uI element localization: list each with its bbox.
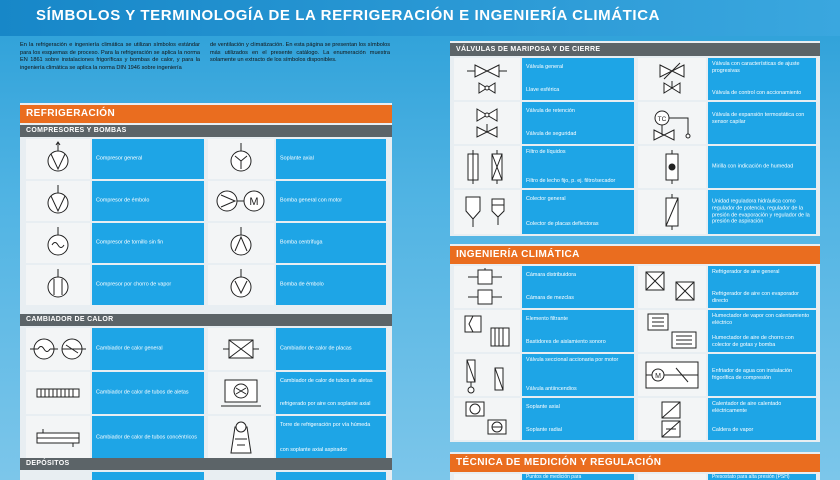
humectador-symbol (638, 310, 706, 352)
cambiador-concentricos-symbol (26, 416, 90, 460)
tc-text: TC (657, 116, 667, 123)
soplante-climatica-symbol (454, 398, 520, 440)
climatica-header: INGENIERÍA CLIMÁTICA (450, 246, 820, 264)
enfriador-motor-text: M (655, 373, 661, 380)
cambiador-aletas-label: Cambiador de calor de tubos de aletas (92, 372, 204, 414)
depositos-row-stub-right (276, 472, 386, 480)
valvula-expansion-symbol (638, 102, 706, 144)
mirilla-symbol (638, 146, 706, 188)
unidad-hidraulica-symbol (638, 190, 706, 234)
mirilla-label: Mirilla con indicación de humedad (708, 146, 816, 188)
valvula-progresiva-label: Válvula con características de ajuste progresivas Válvula de control con accionamiento (708, 58, 816, 100)
filtro-liquidos-label: Filtro de líquidos Filtro de lecho fijo, p. ej. filtro/secador (522, 146, 634, 188)
filtro-liquidos-symbol (454, 146, 520, 188)
bomba-embolo-label: Bomba de émbolo (276, 265, 386, 305)
refrigerador-aire-label: Refrigerador de aire general Refrigerador de aire con evaporador directo (708, 266, 816, 308)
elemento-filtrante-label: Elemento filtrante Bastidores de aislamiento sonoro (522, 310, 634, 352)
soplante-axial-label: Soplante axial (276, 139, 386, 179)
cambiador-aletas-symbol (26, 372, 90, 414)
compresor-general-symbol (26, 139, 90, 179)
elemento-filtrante-symbol (454, 310, 520, 352)
depositos-row-stub (92, 472, 204, 480)
valvula-expansion-label: Válvula de expansión termostática con sensor capilar (708, 102, 816, 144)
cambiador-general-label: Cambiador de calor general (92, 328, 204, 370)
valvula-retencion-symbol (454, 102, 520, 144)
soplante-axial-symbol (208, 139, 274, 179)
humectador-label: Humectador de vapor con calentamiento eléctrico Humectador de aire de chorro con colector de gotas y bomba (708, 310, 816, 352)
climatica-panel (450, 244, 820, 442)
bomba-motor-symbol (208, 181, 274, 221)
calentador-aire-label: Calentador de aire calentado eléctricamente Caldera de vapor (708, 398, 816, 440)
depositos-header: DEPÓSITOS (20, 458, 392, 470)
cambiador-aire-label: Cambiador de calor de tubos de aletas refrigerado por aire con soplante axial (276, 372, 386, 414)
compresor-chorro-symbol (26, 265, 90, 305)
cambiador-general-symbol (26, 328, 90, 370)
bomba-centrifuga-label: Bomba centrífuga (276, 223, 386, 263)
refrigeracion-header: REFRIGERACIÓN (20, 105, 392, 123)
presostato-symbol (638, 474, 706, 480)
page-title: SÍMBOLOS Y TERMINOLOGÍA DE LA REFRIGERACIÓN E INGENIERÍA CLIMÁTICA (36, 7, 661, 24)
medicion-header: TÉCNICA DE MEDICIÓN Y REGULACIÓN (450, 454, 820, 472)
torre-refrigeracion-label: Torre de refrigeración por vía húmeda con soplante axial aspirador (276, 416, 386, 460)
bomba-embolo-symbol (208, 265, 274, 305)
bomba-centrifuga-symbol (208, 223, 274, 263)
refrigeracion-panel (20, 103, 392, 480)
intro-column-2: de ventilación y climatización. En esta página se presentan los símbolos más utilizados en el presente catálogo. La enumeración muestra solamente un extracto de los símbolos disponibles. (210, 42, 390, 64)
valvula-retencion-label: Válvula de retención Válvula de seguridad (522, 102, 634, 144)
soplante-climatica-label: Soplante axial Soplante radial (522, 398, 634, 440)
valvula-general-label: Válvula general Llave esférica (522, 58, 634, 100)
intro-column-1: En la refrigeración e ingeniería climática se utilizan símbolos estándar para los esquemas de proceso. Para la refrigeración se aplica la norma EN 1861 sobre instalaciones frigoríficas y bombas de calor, y para la ingeniería climática se aplica la norma DIN 1946 sobre ingeniería (20, 42, 200, 71)
colector-label: Colector general Colector de placas deflectoras (522, 190, 634, 234)
cambiador-concentricos-label: Cambiador de calor de tubos concéntricos (92, 416, 204, 460)
camara-distribuidora-label: Cámara distribuidora Cámara de mezclas (522, 266, 634, 308)
torre-refrigeracion-symbol (208, 416, 274, 460)
medicion-panel (450, 452, 820, 480)
compresor-tornillo-label: Compresor de tornillo sin fin (92, 223, 204, 263)
refrigerador-aire-symbol (638, 266, 706, 308)
valvula-general-symbol (454, 58, 520, 100)
valvula-seccional-symbol (454, 354, 520, 396)
presostato-label: Presostato para alta presión (PSH) (708, 474, 816, 480)
cambiador-header: CAMBIADOR DE CALOR (20, 314, 392, 326)
compresor-embolo-label: Compresor de émbolo (92, 181, 204, 221)
camara-distribuidora-symbol (454, 266, 520, 308)
unidad-hidraulica-label: Unidad reguladora hidráulica como regulador de potencia, regulador de la presión de evaporación y regulador de la presión de aspiración (708, 190, 816, 234)
medicion-label: Puntos de medición para (522, 474, 634, 480)
calentador-aire-symbol (638, 398, 706, 440)
motor-m-text: M (249, 196, 259, 208)
colector-symbol (454, 190, 520, 234)
valvula-seccional-label: Válvula seccional accionaria por motor Válvula antiincendios (522, 354, 634, 396)
compresor-general-label: Compresor general (92, 139, 204, 179)
compresores-header: COMPRESORES Y BOMBAS (20, 125, 392, 137)
enfriador-agua-symbol (638, 354, 706, 396)
valvulas-header: VÁLVULAS DE MARIPOSA Y DE CIERRE (450, 43, 820, 56)
compresor-chorro-label: Compresor por chorro de vapor (92, 265, 204, 305)
compresor-tornillo-symbol (26, 223, 90, 263)
valvulas-panel (450, 41, 820, 236)
cambiador-placas-symbol (208, 328, 274, 370)
enfriador-agua-label: Enfriador de agua con instalación frigorífica de compresión (708, 354, 816, 396)
medicion-symbol (454, 474, 520, 480)
compresor-embolo-symbol (26, 181, 90, 221)
cambiador-aire-symbol (208, 372, 274, 414)
bomba-motor-label: Bomba general con motor (276, 181, 386, 221)
valvula-progresiva-symbol (638, 58, 706, 100)
cambiador-placas-label: Cambiador de calor de placas (276, 328, 386, 370)
